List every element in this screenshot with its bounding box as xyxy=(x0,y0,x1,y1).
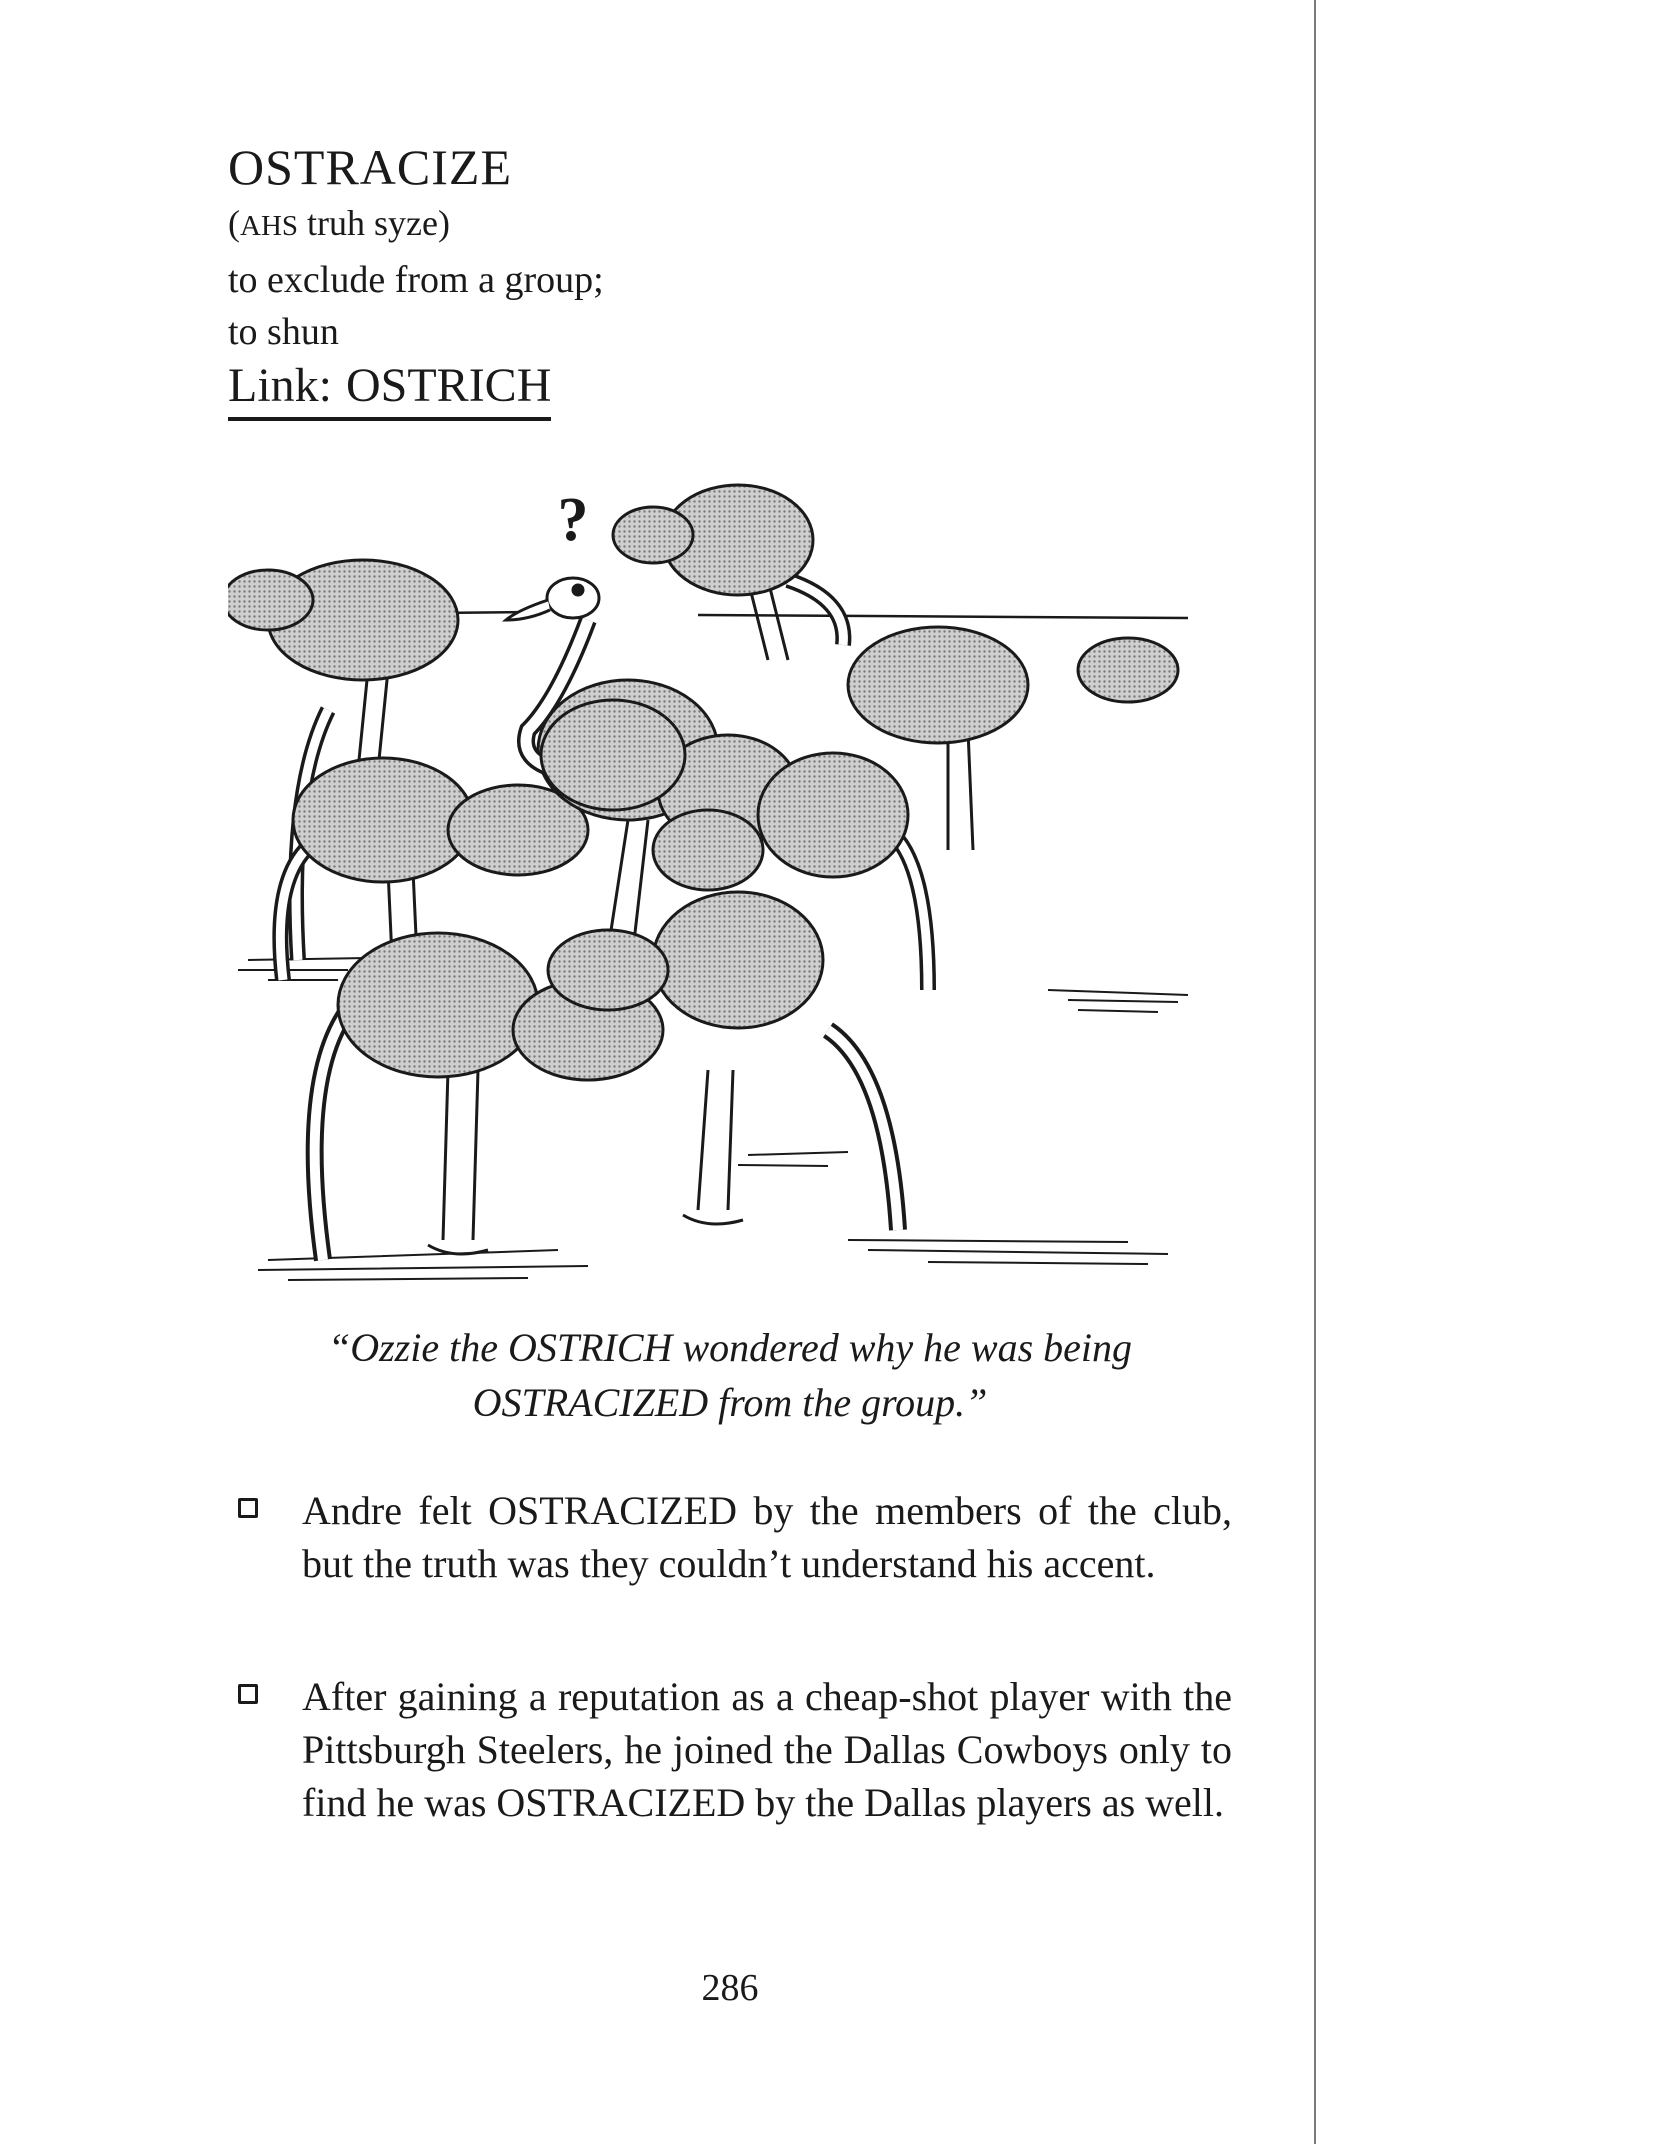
pronunciation-rest: truh syze) xyxy=(298,203,450,243)
ostrich-illustration xyxy=(228,470,1236,1310)
example-sentence-1 xyxy=(302,1484,1232,1590)
pronunciation-stressed: AHS xyxy=(240,210,299,242)
pronunciation xyxy=(228,202,450,244)
caption-line-1: “Ozzie the OSTRICH wondered why he was being xyxy=(327,1325,1133,1370)
definition-line-1: to exclude from a group; xyxy=(228,259,604,301)
checkbox-icon xyxy=(238,1684,258,1704)
definition-line-2: to shun xyxy=(228,311,339,353)
example-sentence-text: Andre felt OSTRACIZED by the members of the club, but the truth was they couldn’t understand his accent. xyxy=(302,1488,1232,1586)
example-sentence-text: After gaining a reputation as a cheap-shot player with the Pittsburgh Steelers, he joined the Dallas Cowboys only to find he was OSTRACIZED by the Dallas players as well. xyxy=(302,1674,1232,1825)
ostrich-back-left xyxy=(228,560,458,960)
page-number: 286 xyxy=(701,1967,759,2009)
checkbox-icon xyxy=(238,1498,258,1518)
ostrich-back-top xyxy=(613,485,843,660)
link-label: Link: xyxy=(228,359,332,412)
definition xyxy=(228,254,604,358)
link-heading xyxy=(228,358,551,421)
illustration-caption xyxy=(250,1320,1210,1430)
page-edge-line xyxy=(1314,0,1316,2144)
headword: OSTRACIZE xyxy=(228,139,512,195)
link-word: OSTRICH xyxy=(346,359,552,412)
question-mark: ? xyxy=(557,486,589,554)
caption-line-2: OSTRACIZED from the group.” xyxy=(472,1380,988,1425)
example-sentence-2 xyxy=(302,1670,1232,1829)
pronunciation-open: ( xyxy=(228,203,240,243)
